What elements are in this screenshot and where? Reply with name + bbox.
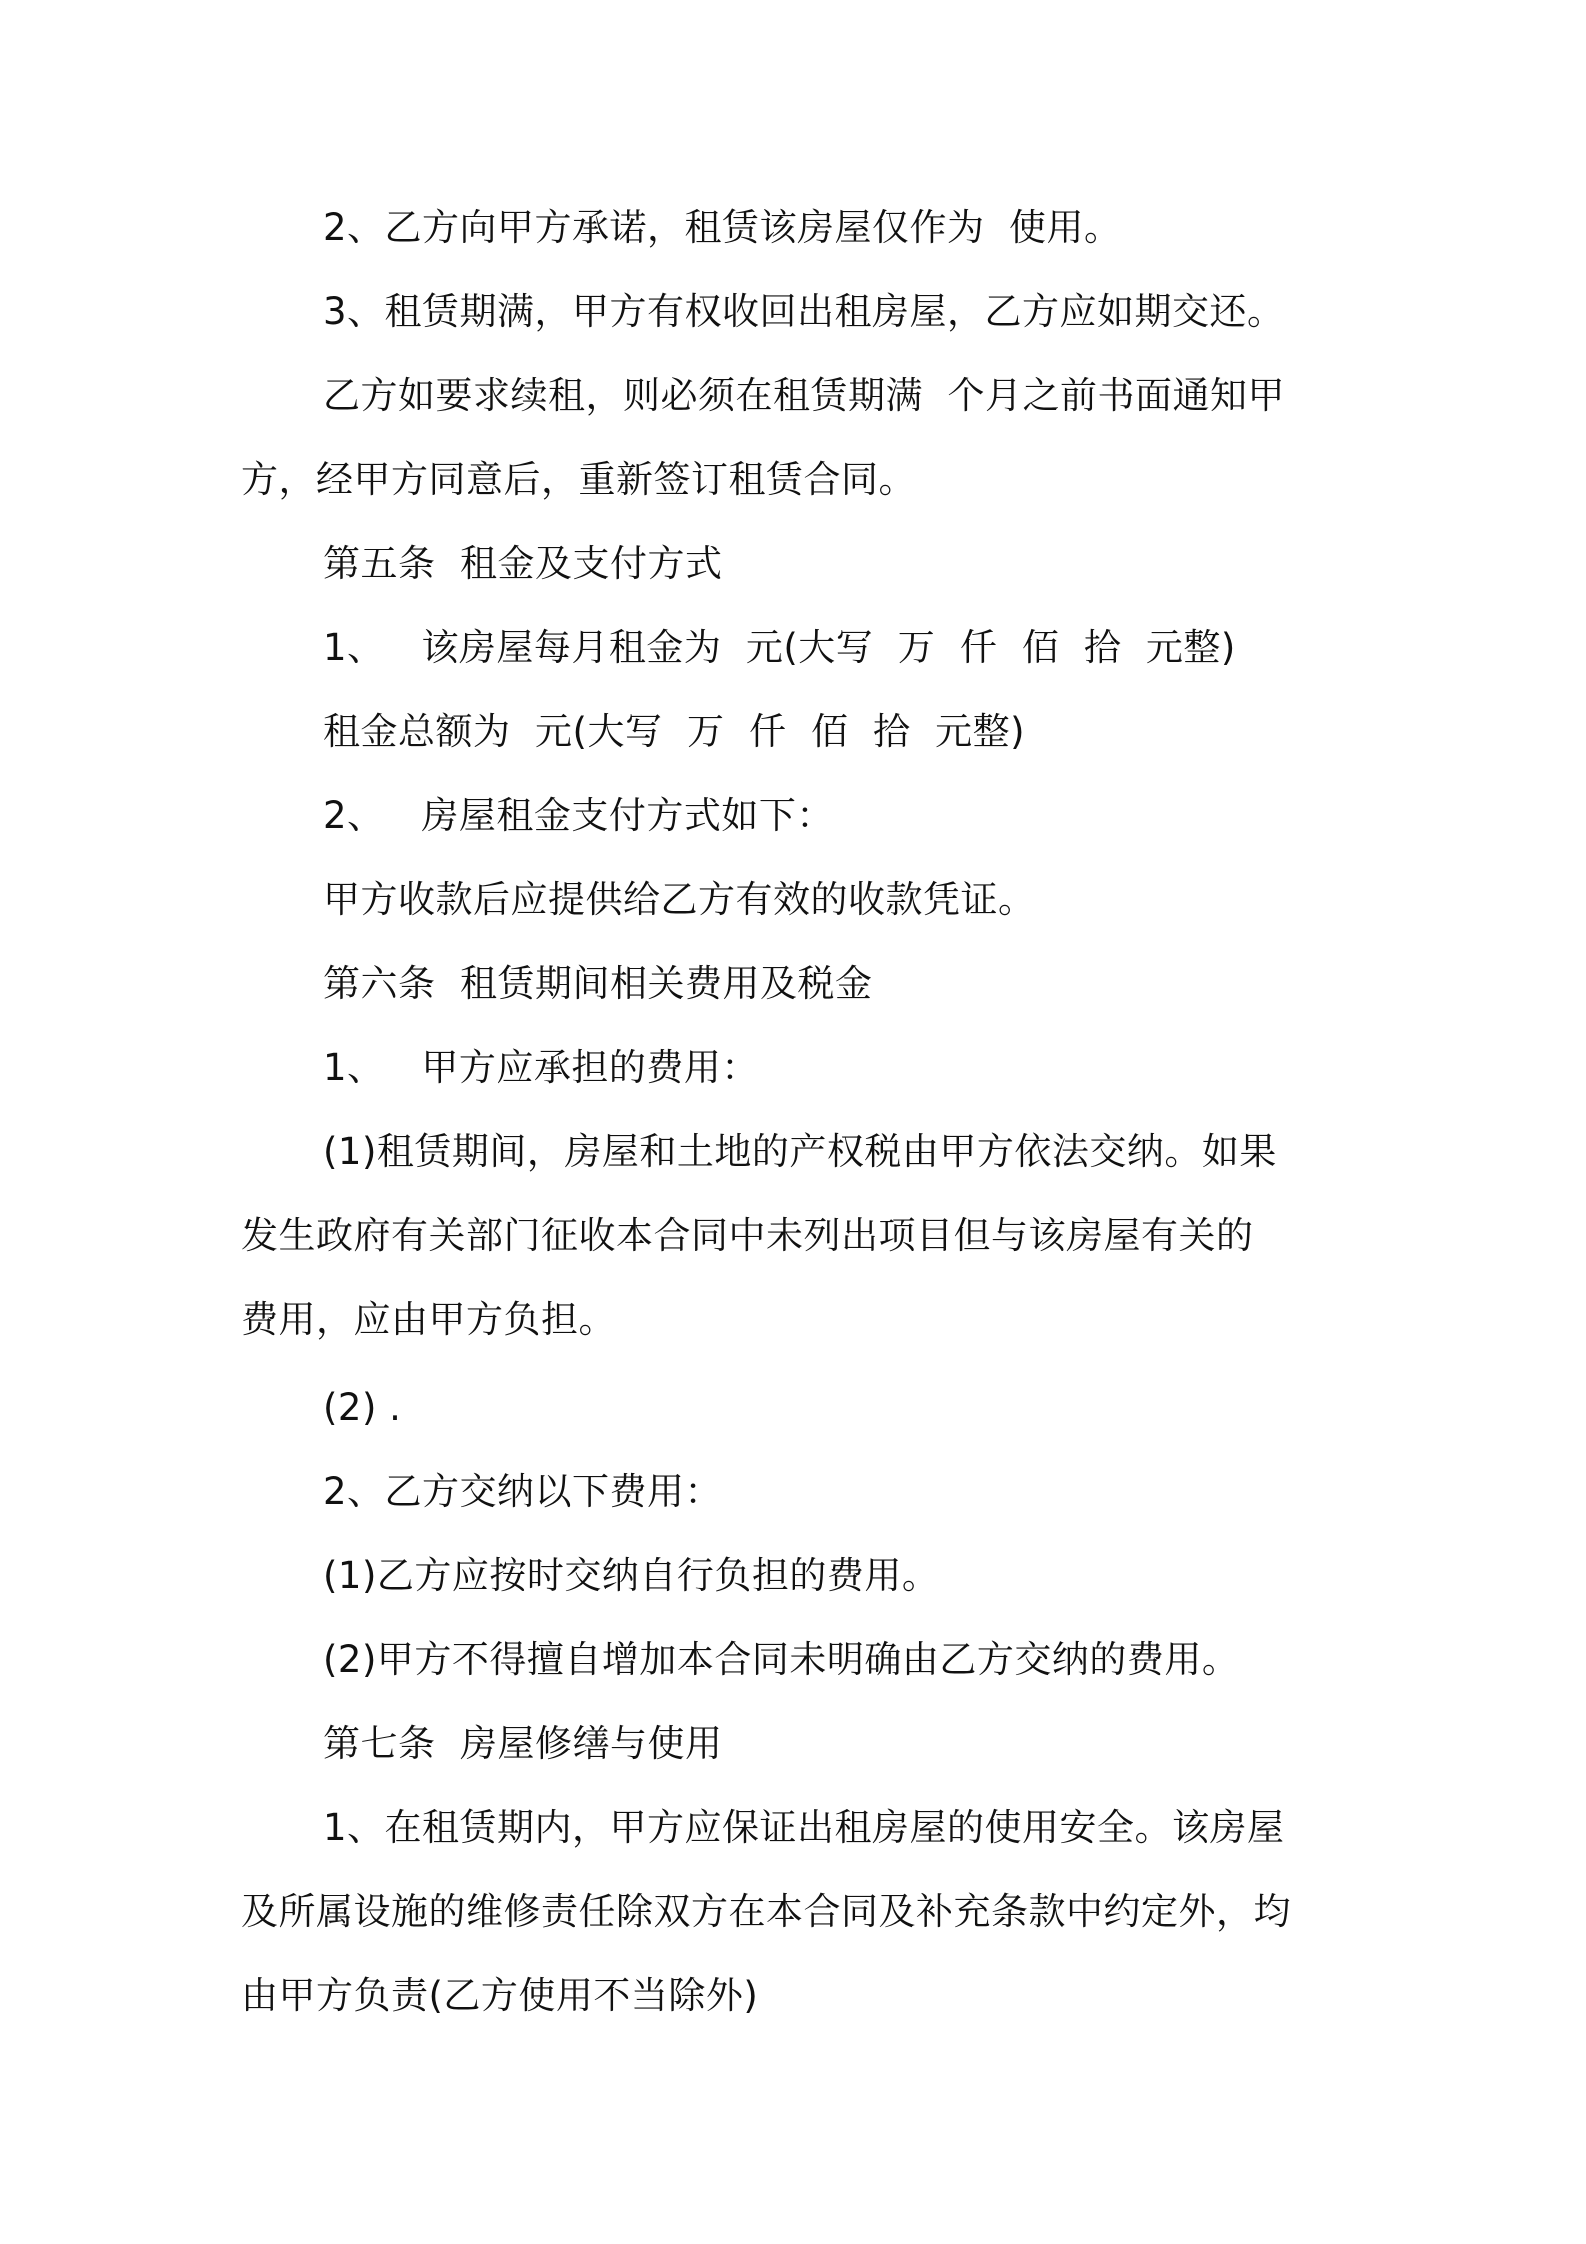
renewal-paragraph-line-1: 乙方如要求续租，则必须在租赁期满 个月之前书面通知甲 xyxy=(323,374,1286,417)
article-5-heading: 第五条 租金及支付方式 xyxy=(323,542,723,585)
party-b-fee-1: (1)乙方应按时交纳自行负担的费用。 xyxy=(323,1554,940,1597)
article-5-item-1: 1、 该房屋每月租金为 元(大写 万 仟 佰 拾 元整) xyxy=(323,626,1236,669)
party-a-fee-1-line-3: 费用，应由甲方负担。 xyxy=(241,1298,616,1341)
renewal-paragraph-line-2: 方，经甲方同意后，重新签订租赁合同。 xyxy=(241,458,916,501)
article-7-item-1-line-2: 及所属设施的维修责任除双方在本合同及补充条款中约定外，均 xyxy=(241,1890,1291,1933)
clause-4-item-2: 2、乙方向甲方承诺，租赁该房屋仅作为 使用。 xyxy=(323,206,1122,249)
receipt-line: 甲方收款后应提供给乙方有效的收款凭证。 xyxy=(323,878,1036,921)
article-6-item-1: 1、 甲方应承担的费用： xyxy=(323,1046,759,1089)
article-7-item-1-line-3: 由甲方负责(乙方使用不当除外) xyxy=(241,1974,759,2017)
article-6-item-2: 2、乙方交纳以下费用： xyxy=(323,1470,723,1513)
article-7-heading: 第七条 房屋修缮与使用 xyxy=(323,1722,723,1765)
party-b-fee-2: (2)甲方不得擅自增加本合同未明确由乙方交纳的费用。 xyxy=(323,1638,1240,1681)
article-7-item-1-line-1: 1、在租赁期内，甲方应保证出租房屋的使用安全。该房屋 xyxy=(323,1806,1285,1849)
article-5-item-2: 2、 房屋租金支付方式如下： xyxy=(323,794,834,837)
clause-4-item-3: 3、租赁期满，甲方有权收回出租房屋，乙方应如期交还。 xyxy=(323,290,1285,333)
rent-total-line: 租金总额为 元(大写 万 仟 佰 拾 元整) xyxy=(323,710,1026,753)
party-a-fee-2: (2) . xyxy=(323,1386,402,1429)
article-6-heading: 第六条 租赁期间相关费用及税金 xyxy=(323,962,873,1005)
party-a-fee-1-line-1: (1)租赁期间，房屋和土地的产权税由甲方依法交纳。如果 xyxy=(323,1130,1277,1173)
party-a-fee-1-line-2: 发生政府有关部门征收本合同中未列出项目但与该房屋有关的 xyxy=(241,1214,1254,1257)
